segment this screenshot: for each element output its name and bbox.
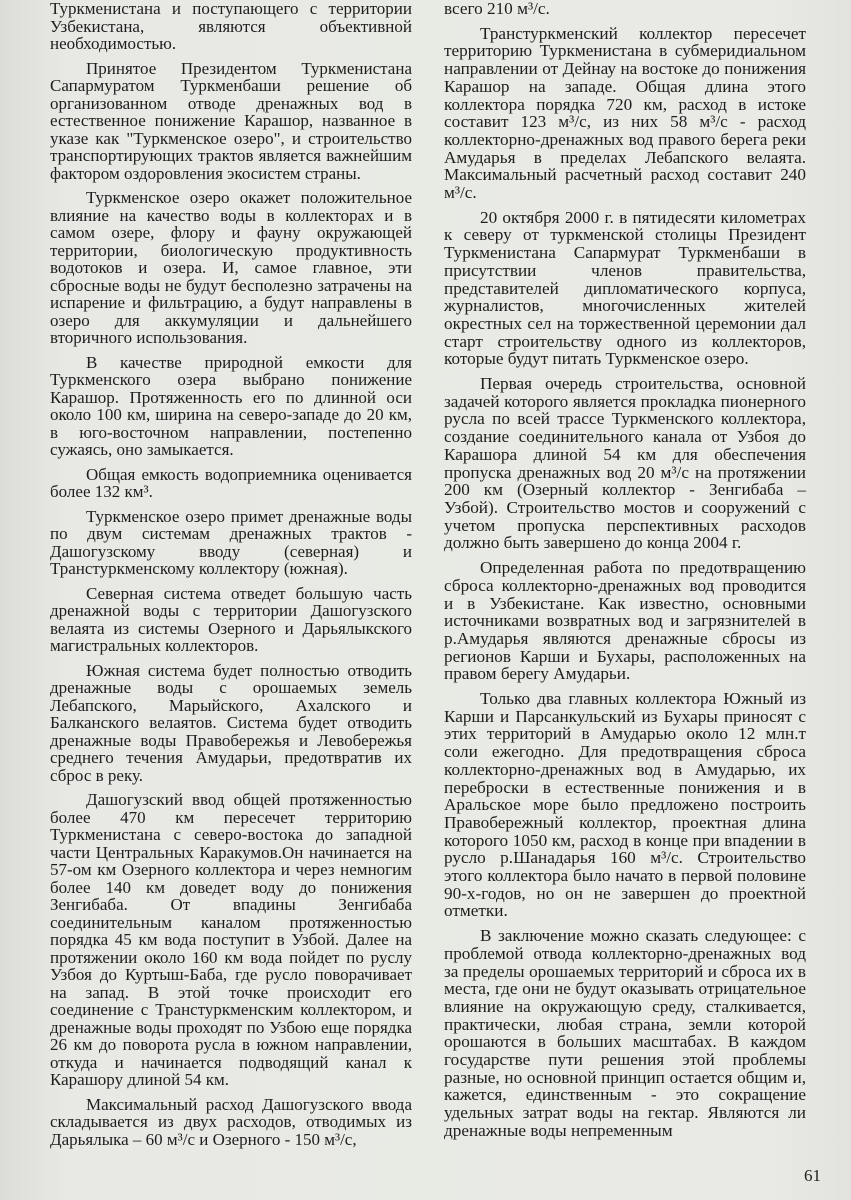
paragraph: Общая емкость водоприемника оценивается более 132 км³. [50,464,412,501]
paragraph: Определенная работа по предотвращению сброса коллекторно-дренажных вод проводится и в Узбекистане. Как известно, основными источниками возвратных вод и загрязнителей в р.Амударья являются дренажные сбросы из регионов Карши и Бухары, расположенных на правом берегу Амударьи. [444,558,806,684]
paragraph: Дашогузский ввод общей протяженностью более 470 км пересечет территорию Туркменистана с северо-востока до западной части Центральных Каракумов.Он начинается на 57-ом км Озерного коллектора и через немногим более 140 км доведет воду до понижения Зенгибаба. От впадины Зенгибаба соединительным каналом протяженностью порядка 45 км вода поступит в Узбой. Далее на протяжении около 160 км вода пойдет по руслу Узбоя до Куртыш-Баба, где русло поворачивает на запад. В этой точке происходит его соединение с Транстуркменским коллектором, и дренажные воды проходят по Узбою еще порядка 26 км до поворота русла в южном направлении, откуда и начинается подводящий канал к Карашору длиной 54 км. [50,790,412,1089]
paragraph: Туркменское озеро примет дренажные воды по двум системам дренажных трактов - Дашогузскому вводу (северная) и Транстуркменскому коллектору (южная). [50,506,412,578]
paragraph: Северная система отведет большую часть дренажной воды с территории Дашогузского велаята из системы Озерного и Дарьялыкского магистральных коллекторов. [50,583,412,655]
paragraph: Туркменистана и поступающего с территории Узбекистана, являются объективной необходимостью. [50,0,412,53]
paragraph: Принятое Президентом Туркменистана Сапармуратом Туркменбаши решение об организованном отводе дренажных вод в естественное понижение Карашор, названное в указе как "Туркменское озеро", и строительство транспортирующих трактов является важнейшим фактором оздоровления экосистем страны. [50,58,412,183]
paragraph: Только два главных коллектора Южный из Карши и Парсанкульский из Бухары приносят с этих территорий в Амударью около 12 млн.т соли ежегодно. Для предотвращения сброса коллекторно-дренажных вод в Амударью, их переброски в естественные понижения и в Аральское море было предложено построить Правобережный коллектор, проектная длина которого 1050 км, расход в конце при впадении в русло р.Шанадарья 160 м³/с. Строительство этого коллектора было начато в первой половине 90-х-годов, но он не завершен до проектной отметки. [444,689,806,921]
paragraph: Первая очередь строительства, основной задачей которого является прокладка пионерного русла по всей трассе Туркменского коллектора, создание соединительного канала от Узбоя до Карашора длиной 54 км для обеспечения пропуска дренажных вод 20 м³/с на протяжении 200 км (Озерный коллектор - Зенгибаба – Узбой). Строительство мостов и сооружений с учетом пропуска перспективных расходов должно быть завершено до конца 2004 г. [444,374,806,553]
left-text-column [50,0,412,1148]
paragraph: В заключение можно сказать следующее: с проблемой отвода коллекторно-дренажных вод за пределы орошаемых территорий и сброса их в места, где они не будут оказывать отрицательное влияние на окружающую среду, сталкивается, практически, любая страна, земли которой орошаются в больших масштабах. В каждом государстве пути решения этой проблемы разные, но основной принцип остается общим и, кажется, единственным - это сокращение удельных затрат воды на гектар. Являются ли дренажные воды непременным [444,926,806,1140]
paragraph: Туркменское озеро окажет положительное влияние на качество воды в коллекторах и в самом озере, флору и фауну окружающей территории, биологическую продуктивность водотоков и озера. И, самое главное, эти сбросные воды не будут бесполезно затрачены на испарение и фильтрацию, а будут направлены в озеро для аккумуляции и дальнейшего вторичного использования. [50,188,412,347]
paragraph: Транстуркменский коллектор пересечет территорию Туркменистана в субмеридиальном направлении от Дейнау на востоке до понижения Карашор на западе. Общая длина этого коллектора порядка 720 км, расход в истоке составит 123 м³/с, из них 58 м³/с - расход коллекторно-дренажных вод правого берега реки Амударья в пределах Лебапского велаята. Максимальный расчетный расход составит 240 м³/с. [444,23,806,203]
paragraph: В качестве природной емкости для Туркменского озера выбрано понижение Карашор. Протяженность его по длинной оси около 100 км, ширина на северо-западе до 20 км, в юго-восточном направлении, постепенно сужаясь, оно замыкается. [50,352,412,459]
page-number: 61 [804,1166,821,1185]
paragraph: Южная система будет полностью отводить дренажные воды с орошаемых земель Лебапского, Марыйского, Ахалского и Балканского велаятов. Система будет отводить дренажные воды Правобережья и Левобережья среднего течения Амударьи, предотвратив их сброс в реку. [50,660,412,785]
paragraph: Максимальный расход Дашогузского ввода складывается из двух расходов, отводимых из Дарьялыка – 60 м³/с и Озерного - 150 м³/с, [50,1094,412,1149]
paragraph: 20 октября 2000 г. в пятидесяти километрах к северу от туркменской столицы Президент Туркменистана Сапармурат Туркменбаши в присутствии членов правительства, представителей дипломатического корпуса, журналистов, многочисленных жителей окрестных сел на торжественной церемонии дал старт строительству одного из коллекторов, которые будут питать Туркменское озеро. [444,207,806,369]
paragraph: всего 210 м³/с. [444,0,550,18]
right-text-column [444,0,806,1140]
